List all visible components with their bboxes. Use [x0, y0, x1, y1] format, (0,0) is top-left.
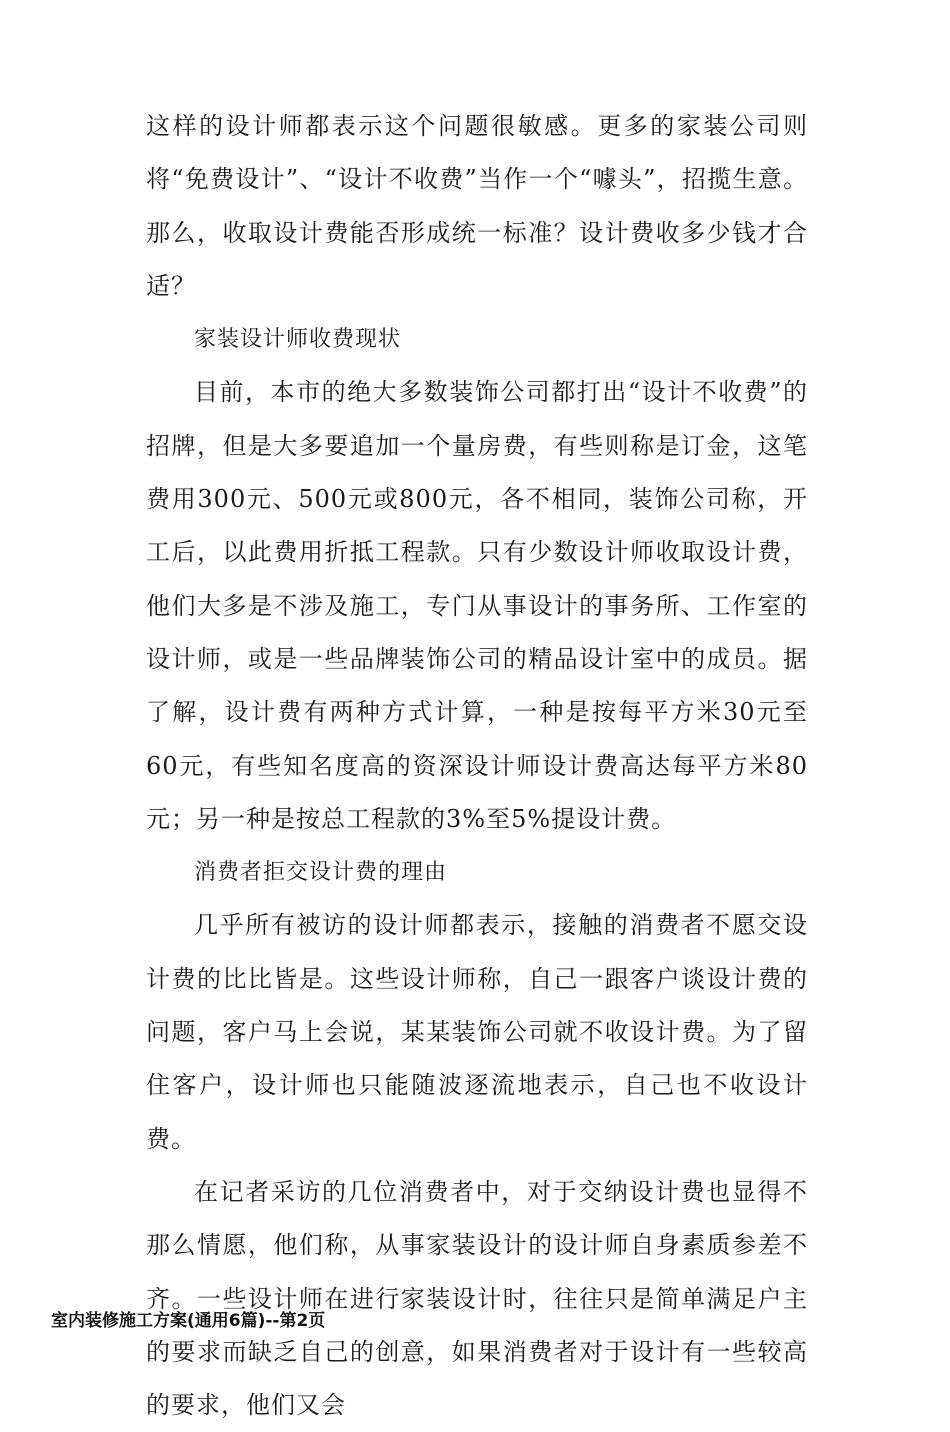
body-paragraph: 在记者采访的几位消费者中，对于交纳设计费也显得不那么情愿，他们称，从事家装设计的设计师自身素质参差不齐。一些设计师在进行家装设计时，往往只是简单满足户主的要求而缺乏自己的创意，如果消费者对于设计有一些较高的要求，他们又会	[146, 1177, 808, 1420]
body-paragraph: 几乎所有被访的设计师都表示，接触的消费者不愿交设计费的比比皆是。这些设计师称，自己一跟客户谈设计费的问题，客户马上会说，某某装饰公司就不收设计费。为了留住客户，设计师也只能随波逐流地表示，自己也不收设计费。	[146, 911, 808, 1153]
body-paragraph: 这样的设计师都表示这个问题很敏感。更多的家装公司则将“免费设计”、“设计不收费”当作一个“噱头”，招揽生意。那么，收取设计费能否形成统一标准？设计费收多少钱才合适？	[146, 112, 808, 300]
section-heading: 家装设计师收费现状	[194, 327, 402, 353]
document-body	[146, 100, 808, 1432]
body-paragraph: 目前，本市的绝大多数装饰公司都打出“设计不收费”的招牌，但是大多要追加一个量房费，有些则称是订金，这笔费用300元、500元或800元，各不相同，装饰公司称，开工后，以此费用折抵工程款。只有少数设计师收取设计费，他们大多是不涉及施工，专门从事设计的事务所、工作室的设计师，或是一些品牌装饰公司的精品设计室中的成员。据了解，设计费有两种方式计算，一种是按每平方米30元至60元，有些知名度高的资深设计师设计费高达每平方米80元；另一种是按总工程款的3%至5%提设计费。	[146, 378, 808, 833]
page-footer: 室内装修施工方案(通用6篇)--第2页	[51, 1311, 326, 1331]
section-heading: 消费者拒交设计费的理由	[194, 860, 448, 886]
